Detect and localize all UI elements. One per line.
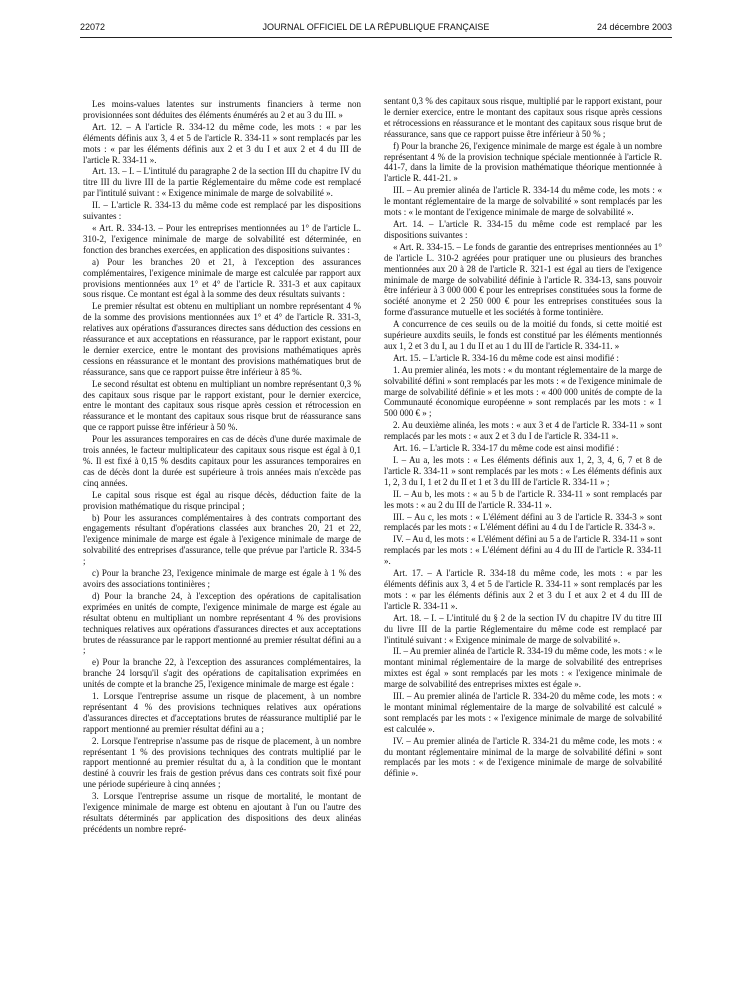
journal-title: JOURNAL OFFICIEL DE LA RÉPUBLIQUE FRANÇAISE (262, 22, 490, 32)
left-column (83, 99, 361, 836)
paragraph: Art. 17. – A l'article R. 334-18 du même code, les mots : « par les éléments définis aux 3, 4 et 5 de l'article R. 334-11 » sont remplacés par les mots : « par les éléments définis aux 2 et 3 du I et aux 2 et 4 du III de l'article R. 334-11 ». (384, 568, 662, 611)
paragraph: 2. Lorsque l'entreprise n'assume pas de risque de placement, à un nombre représentant 1 % des provisions techniques des contrats multiplié par le rapport mentionné au premier résultat du a, à la condition que le montant destiné à couvrir les frais de gestion prévus dans ces contrats soit fixé pour une période supérieure à cinq années ; (83, 735, 361, 790)
paragraph: « Art. R. 334-13. – Pour les entreprises mentionnées au 1° de l'article L. 310-2, l'exigence minimale de marge de solvabilité est déterminée, en fonction des branches exercées, en application des dispositions suivantes : (83, 222, 361, 255)
page-header (80, 22, 672, 36)
paragraph: III. – Au c, les mots : « L'élément défini au 3 de l'article R. 334-3 » sont remplacés par les mots : « L'élément défini au 4 du I de l'article R. 334-3 ». (384, 511, 662, 533)
paragraph: 3. Lorsque l'entreprise assume un risque de mortalité, le montant de l'exigence minimale de marge est obtenu en ajoutant à l'un ou l'autre des résultats déterminés par application des dispositions des deux alinéas précédents un nombre repré- (83, 791, 361, 834)
paragraph: Pour les assurances temporaires en cas de décès d'une durée maximale de trois années, le facteur multiplicateur des capitaux sous risque est égal à 0,1 %. Il est fixé à 0,15 % desdits capitaux pour les assurances temporaires en cas de décès dont la durée est supérieure à trois années mais n'excède pas cinq années. (83, 434, 361, 488)
paragraph: Art. 16. – L'article R. 334-17 du même code est ainsi modifié : (393, 443, 619, 454)
paragraph: II. – Au b, les mots : « au 5 b de l'article R. 334-11 » sont remplacés par les mots : « au 2 du III de l'article R. 334-11 ». (384, 488, 662, 510)
paragraph: IV. – Au premier alinéa de l'article R. 334-21 du même code, les mots : « du montant réglementaire minimal de la marge de solvabilité défini » sont remplacés par les mots : « de l'exigence minimale de marge de solvabilité définie ». (384, 735, 662, 779)
paragraph: 1. Au premier alinéa, les mots : « du montant réglementaire de la marge de solvabilité défini » sont remplacés par les mots : « de l'exigence minimale de marge de solvabilité définie » et les mots : « 400 000 unités de compte de la Communauté économique européenne » sont remplacés par les mots : « 1 500 000 € » ; (384, 364, 662, 419)
paragraph: Art. 12. – A l'article R. 334-12 du même code, les mots : « par les éléments définis aux 3, 4 et 5 de l'article R. 334-11 » sont remplacés par les mots : « par les éléments définis aux 2 et 3 du I et aux 2 et 4 du III de l'article R. 334-11 ». (83, 121, 361, 165)
paragraph: Le capital sous risque est égal au risque décès, déduction faite de la provision mathématique du risque principal ; (83, 489, 361, 511)
paragraph: b) Pour les assurances complémentaires à des contrats comportant des engagements résultant d'opérations classées aux branches 20, 21 et 22, l'exigence minimale de marge est égale à l'exigence minimale de marge de solvabilité des entreprises d'assurance, telle que prévue par l'article R. 334-5 ; (83, 512, 361, 567)
paragraph: c) Pour la branche 23, l'exigence minimale de marge est égale à 1 % des avoirs des associations tontinières ; (83, 568, 361, 589)
paragraph: Le second résultat est obtenu en multipliant un nombre représentant 0,3 % des capitaux sous risque par le rapport existant, pour le dernier exercice, entre le montant des capitaux sous risque après cession et rétrocession en réassurance et le montant des capitaux sous risque brut de réassurance sans que ce rapport puisse être inférieur à 50 %. (83, 378, 361, 433)
paragraph: II. – L'article R. 334-13 du même code est remplacé par les dispositions suivantes : (83, 200, 361, 222)
issue-date: 24 décembre 2003 (596, 22, 672, 32)
paragraph: e) Pour la branche 22, à l'exception des assurances complémentaires, la branche 24 lorsqu'il s'agit des opérations de capitalisation exprimées en unités de compte et la branche 25, l'exigence minimale de marge est égale : (83, 657, 361, 690)
header-rule (80, 37, 672, 38)
paragraph: IV. – Au d, les mots : « L'élément défini au 5 a de l'article R. 334-11 » sont remplacés par les mots : « L'élément défini au 4 du III de l'article R. 334-11 ». (384, 534, 662, 567)
paragraph: II. – Au premier alinéa de l'article R. 334-19 du même code, les mots : « le montant minimal réglementaire de la marge de solvabilité des entreprises mixtes est égal » sont remplacés par les mots : « l'exigence minimale de marge de solvabilité des entreprises mixtes est égale ». (384, 646, 662, 690)
paragraph: Le premier résultat est obtenu en multipliant un nombre représentant 4 % de la somme des provisions mentionnées aux 1° et 4° de l'article R. 331-3, relatives aux opérations d'assurances directes sans déduction des cessions en réassurance et aux acceptations en réassurance, par le rapport existant, pour le dernier exercice, entre le montant des provisions mathématiques après cessions en réassurance et le montant des provisions mathématiques brut de réassurance, sans que ce rapport puisse être inférieur à 85 %. (83, 301, 361, 377)
paragraph: d) Pour la branche 24, à l'exception des opérations de capitalisation exprimées en unités de compte, l'exigence minimale de marge est égale au résultat obtenu en multipliant un nombre représentant 4 % des provisions techniques relatives aux opérations d'assurances directes et aux acceptations brutes de réassurance par le rapport mentionné au premier résultat défini au a ; (83, 590, 361, 656)
paragraph: f) Pour la branche 26, l'exigence minimale de marge est égale à un nombre représentant 4 % de la provision technique spéciale mentionnée à l'article R. 441-7, dans la limite de la provision mathématique théorique mentionnée à l'article R. 441-21. » (384, 140, 662, 184)
paragraph: Les moins-values latentes sur instruments financiers à terme non provisionnées sont déduites des éléments énumérés au 2 et au 3 du III. » (83, 99, 361, 120)
paragraph: III. – Au premier alinéa de l'article R. 334-14 du même code, les mots : « le montant réglementaire de la marge de solvabilité » sont remplacés par les mots : « le montant de l'exigence minimale de marge de solvabilité ». (384, 185, 662, 218)
right-column (384, 96, 662, 780)
paragraph: A concurrence de ces seuils ou de la moitié du fonds, si cette moitié est supérieure auxdits seuils, le fonds est constitué par les éléments mentionnés aux 1, 2 et 3 du I, au 1 du II et au 1 du III de l'article R. 334-11. » (384, 319, 662, 351)
paragraph: III. – Au premier alinéa de l'article R. 334-20 du même code, les mots : « le montant minimal réglementaire de la marge de solvabilité est calculé » sont remplacés par les mots : « l'exigence minimale de marge de solvabilité est calculée ». (384, 691, 662, 734)
paragraph: Art. 14. – L'article R. 334-15 du même code est remplacé par les dispositions suivantes : (384, 218, 662, 240)
paragraph: sentant 0,3 % des capitaux sous risque, multiplié par le rapport existant, pour le dernier exercice, entre le montant des capitaux sous risque après cessions et rétrocessions en réassurance et le montant des capitaux sous risque brut de réassurance, sans que ce rapport puisse être inférieur à 50 % ; (384, 96, 662, 139)
paragraph: Art. 18. – I. – L'intitulé du § 2 de la section IV du chapitre IV du titre III du livre III de la partie Réglementaire du même code est remplacé par l'intitulé suivant : « Exigence minimale de marge de solvabilité ». (384, 612, 662, 645)
paragraph: 2. Au deuxième alinéa, les mots : « aux 3 et 4 de l'article R. 334-11 » sont remplacés par les mots : « aux 2 et 3 du I de l'article R. 334-11 ». (384, 420, 662, 442)
paragraph: Art. 15. – L'article R. 334-16 du même code est ainsi modifié : (393, 352, 619, 363)
paragraph: I. – Au a, les mots : « Les éléments définis aux 1, 2, 3, 4, 6, 7 et 8 de l'article R. 334-11 » sont remplacés par les mots : « Les éléments définis aux 1, 2, 3 du I, 1 et 2 du II et 1 et 3 du III de l'article R. 334-11 » ; (384, 455, 662, 487)
page-number: 22072 (80, 22, 106, 32)
paragraph: Art. 13. – I. – L'intitulé du paragraphe 2 de la section III du chapitre IV du titre III du livre III de la partie Réglementaire du même code est remplacé par l'intitulé suivant : « Exigence minimale de marge de solvabilité ». (83, 166, 361, 199)
paragraph: « Art. R. 334-15. – Le fonds de garantie des entreprises mentionnées au 1° de l'article L. 310-2 agréées pour pratiquer une ou plusieurs des branches mentionnées aux 20 à 28 de l'article R. 321-1 est égal au tiers de l'exigence minimale de marge de solvabilité définie à l'article R. 334-13, sans pouvoir être inférieur à 3 000 000 € pour les entreprises constituées sous la forme de société anonyme et 2 250 000 € pour les entreprises constituées sous la forme d'assurance mutuelle et les sociétés à forme tontinière. (384, 241, 662, 318)
paragraph: 1. Lorsque l'entreprise assume un risque de placement, à un nombre représentant 4 % des provisions techniques relatives aux opérations d'assurances directes et d'acceptations brutes de réassurance multiplié par le rapport mentionné au premier résultat défini au a ; (83, 691, 361, 734)
paragraph: a) Pour les branches 20 et 21, à l'exception des assurances complémentaires, l'exigence minimale de marge est calculée par rapport aux provisions mentionnées aux 1° et 4° de l'article R. 331-3 et aux capitaux sous risque. Ce montant est égal à la somme des deux résultats suivants : (83, 256, 361, 300)
